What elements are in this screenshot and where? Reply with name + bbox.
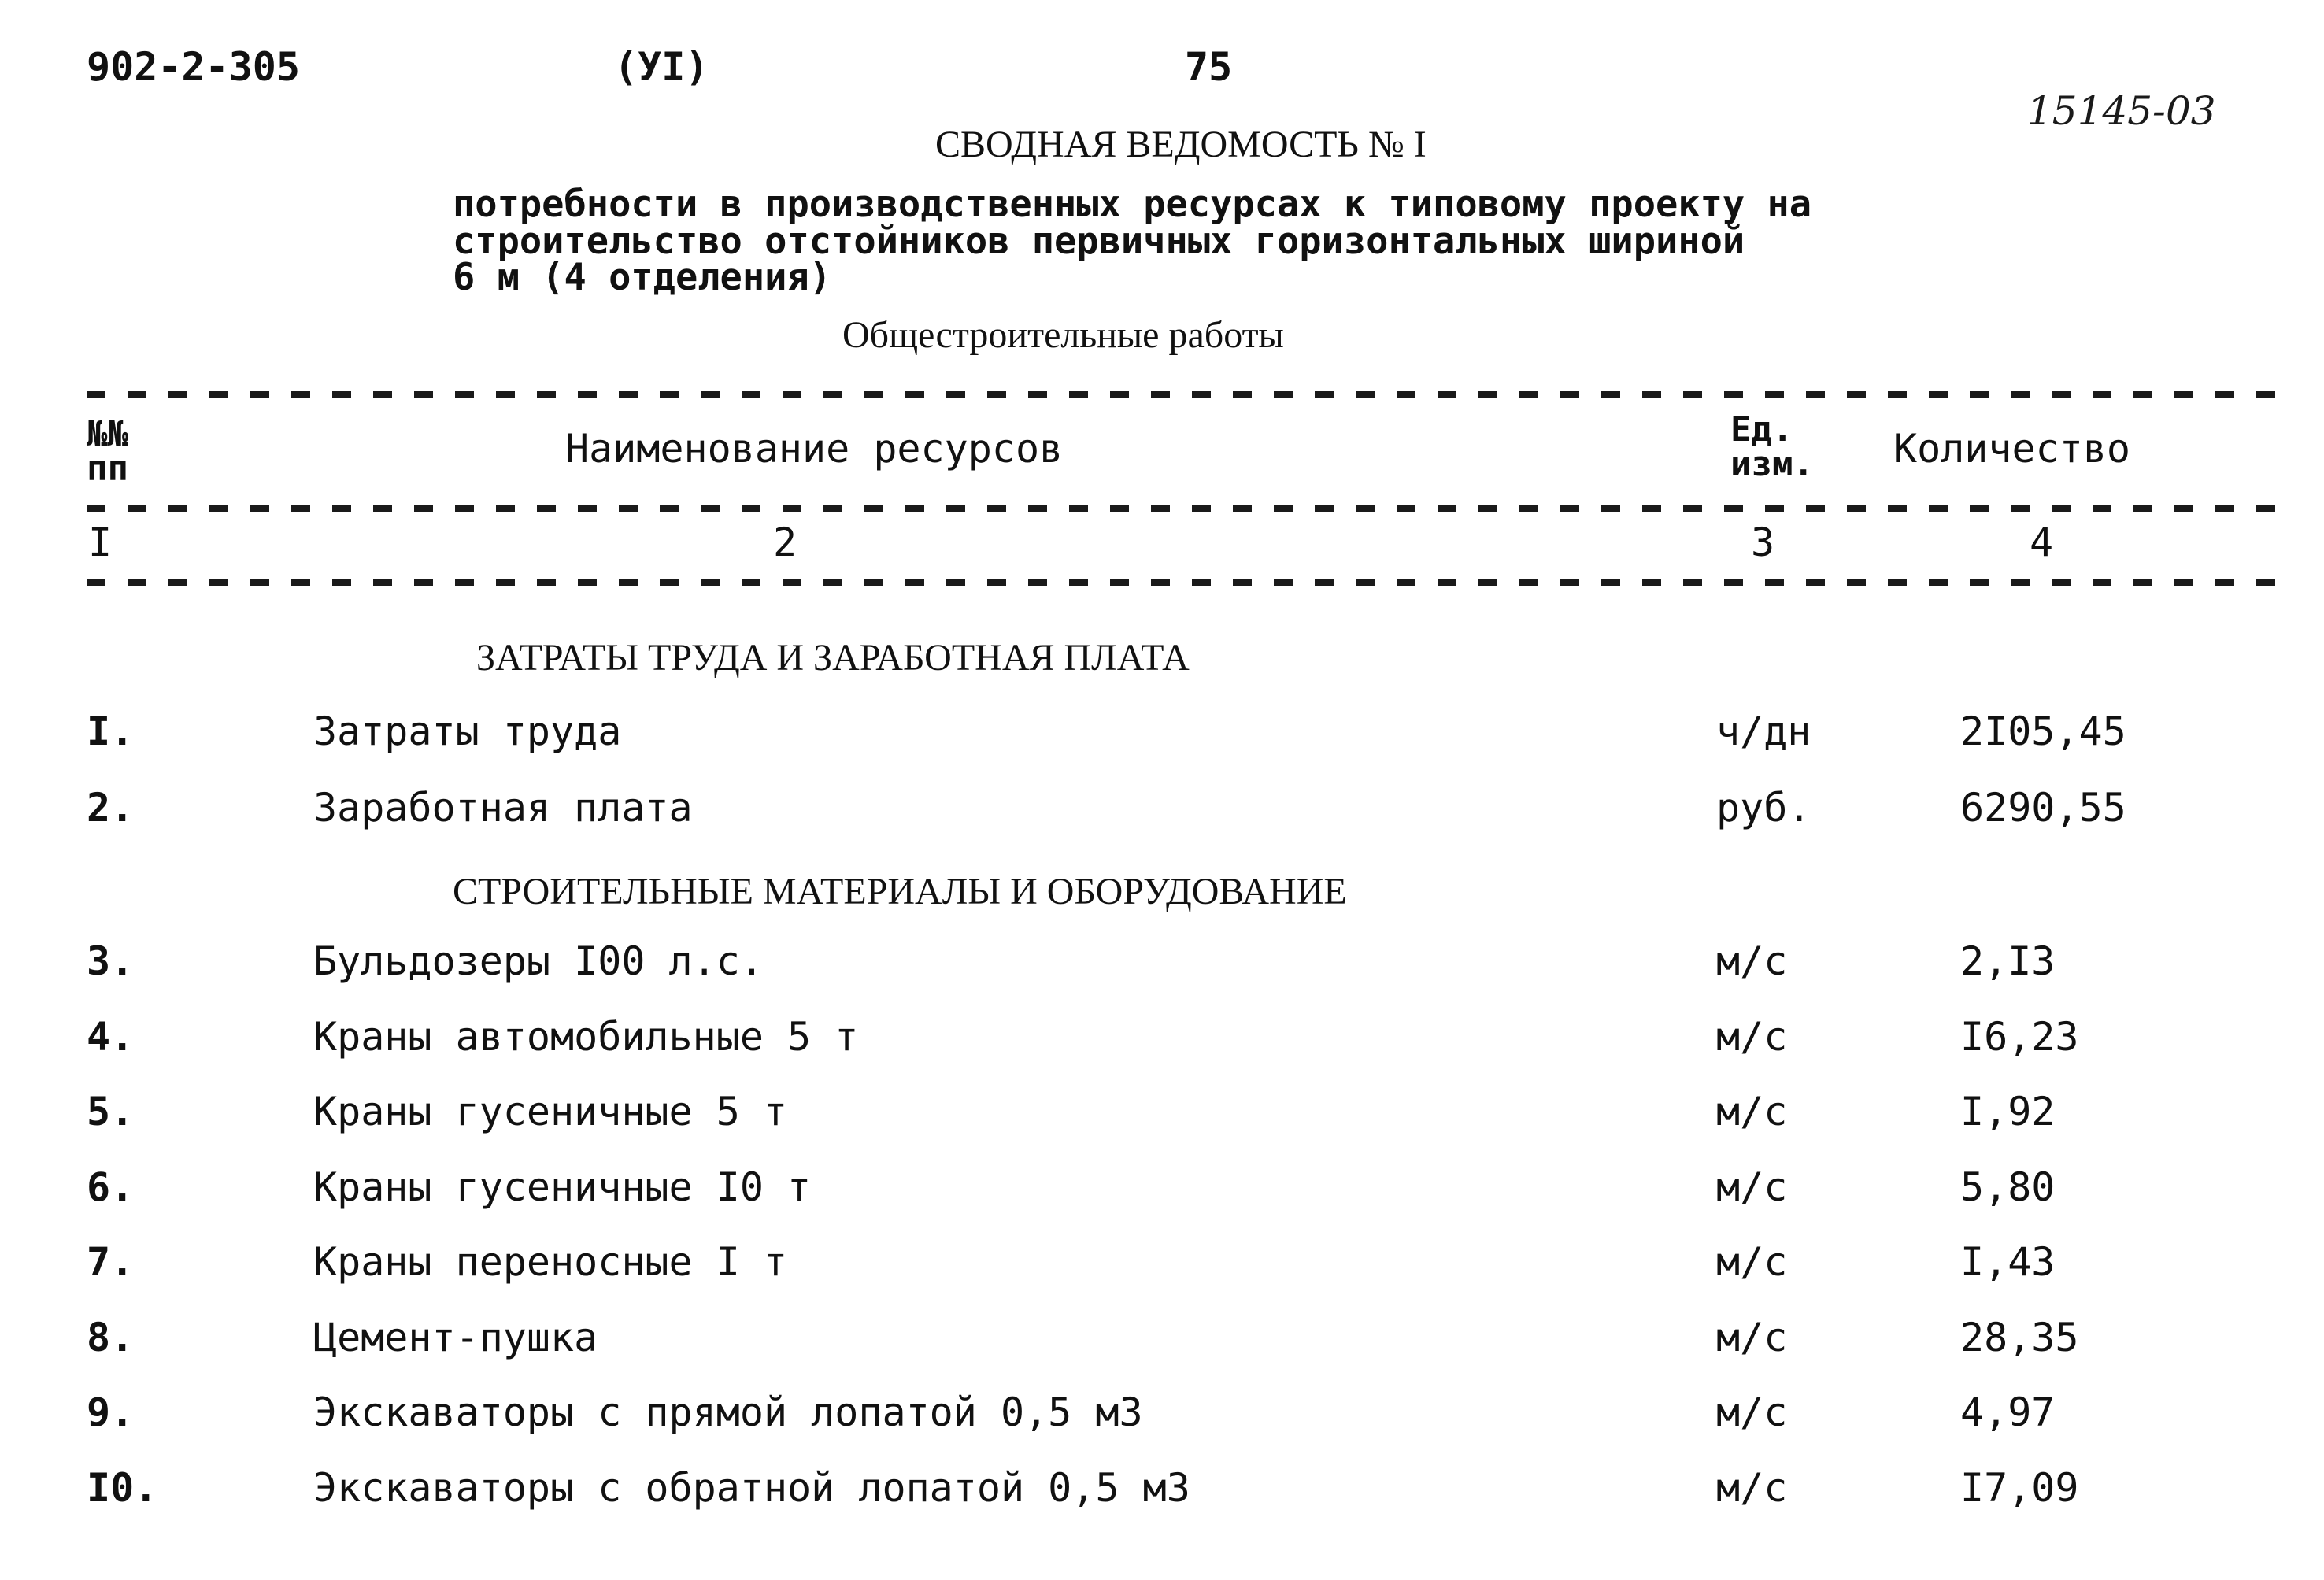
document-code: 902-2-305 (87, 44, 300, 90)
row-number: 7. (87, 1239, 135, 1285)
table-row (0, 1389, 2324, 1452)
column-header-name: Наименование ресурсов (565, 426, 1064, 472)
row-number: I0. (87, 1465, 158, 1511)
row-number: 9. (87, 1389, 135, 1435)
table-row (0, 1014, 2324, 1077)
section-title-labor: ЗАТРАТЫ ТРУДА И ЗАРАБОТНАЯ ПЛАТА (476, 637, 1190, 679)
table-row (0, 1315, 2324, 1378)
resource-name: Экскаваторы с прямой лопатой 0,5 м3 (313, 1389, 1143, 1435)
volume-label: (УI) (614, 44, 709, 90)
row-number: 2. (87, 785, 135, 831)
table-row (0, 1239, 2324, 1302)
table-row (0, 709, 2324, 771)
page-number: 75 (1185, 44, 1233, 90)
quantity: 5,80 (1960, 1164, 2056, 1210)
table-top-rule (87, 391, 2275, 398)
resource-name: Краны автомобильные 5 т (313, 1014, 859, 1060)
resource-name: Затраты труда (313, 709, 622, 754)
resource-name: Заработная плата (313, 785, 693, 831)
resource-name: Краны переносные I т (313, 1239, 788, 1285)
column-number-3: 3 (1751, 520, 1775, 565)
column-number-1: I (88, 520, 113, 565)
quantity: I,43 (1960, 1239, 2056, 1285)
resource-name: Бульдозеры I00 л.с. (313, 938, 764, 984)
unit-of-measure: руб. (1716, 785, 1811, 831)
table-row (0, 938, 2324, 1001)
row-number: I. (87, 709, 135, 754)
summary-heading: СВОДНАЯ ВЕДОМОСТЬ № I (935, 124, 1427, 165)
row-number: 3. (87, 938, 135, 984)
works-subheading: Общестроительные работы (842, 314, 1284, 356)
column-number-4: 4 (2030, 520, 2054, 565)
table-row (0, 1465, 2324, 1528)
row-number: 4. (87, 1014, 135, 1060)
title-line-2: строительство отстойников первичных горизонтальных шириной (453, 220, 1745, 263)
resource-name: Экскаваторы с обратной лопатой 0,5 м3 (313, 1465, 1190, 1511)
column-header-num: №№ пп (87, 414, 128, 489)
quantity: 2I05,45 (1960, 709, 2126, 754)
column-header-unit: Ед. изм. (1730, 409, 1814, 484)
unit-of-measure: м/с (1716, 1014, 1788, 1060)
unit-of-measure: м/с (1716, 1089, 1788, 1134)
table-row (0, 785, 2324, 848)
table-header-rule (87, 505, 2275, 512)
title-line-3: 6 м (4 отделения) (453, 256, 832, 299)
unit-of-measure: м/с (1716, 1465, 1788, 1511)
unit-of-measure: м/с (1716, 938, 1788, 984)
table-row (0, 1089, 2324, 1152)
unit-of-measure: м/с (1716, 1164, 1788, 1210)
table-row (0, 1164, 2324, 1227)
quantity: I7,09 (1960, 1465, 2079, 1511)
column-header-qty: Количество (1893, 426, 2131, 472)
row-number: 8. (87, 1315, 135, 1360)
unit-of-measure: м/с (1716, 1239, 1788, 1285)
quantity: I6,23 (1960, 1014, 2079, 1060)
resource-name: Краны гусеничные I0 т (313, 1164, 812, 1210)
title-line-1: потребности в производственных ресурсах к типовому проекту на (453, 183, 1812, 226)
resource-name: Цемент-пушка (313, 1315, 598, 1360)
unit-of-measure: ч/дн (1716, 709, 1811, 754)
row-number: 6. (87, 1164, 135, 1210)
unit-of-measure: м/с (1716, 1389, 1788, 1435)
table-numbering-rule (87, 579, 2275, 586)
column-number-2: 2 (773, 520, 797, 565)
row-number: 5. (87, 1089, 135, 1134)
quantity: I,92 (1960, 1089, 2056, 1134)
section-title-materials: СТРОИТЕЛЬНЫЕ МАТЕРИАЛЫ И ОБОРУДОВАНИЕ (453, 871, 1347, 912)
unit-of-measure: м/с (1716, 1315, 1788, 1360)
quantity: 6290,55 (1960, 785, 2126, 831)
handwritten-code: 15145-03 (2027, 88, 2216, 134)
quantity: 2,I3 (1960, 938, 2056, 984)
quantity: 4,97 (1960, 1389, 2056, 1435)
quantity: 28,35 (1960, 1315, 2079, 1360)
resource-name: Краны гусеничные 5 т (313, 1089, 788, 1134)
